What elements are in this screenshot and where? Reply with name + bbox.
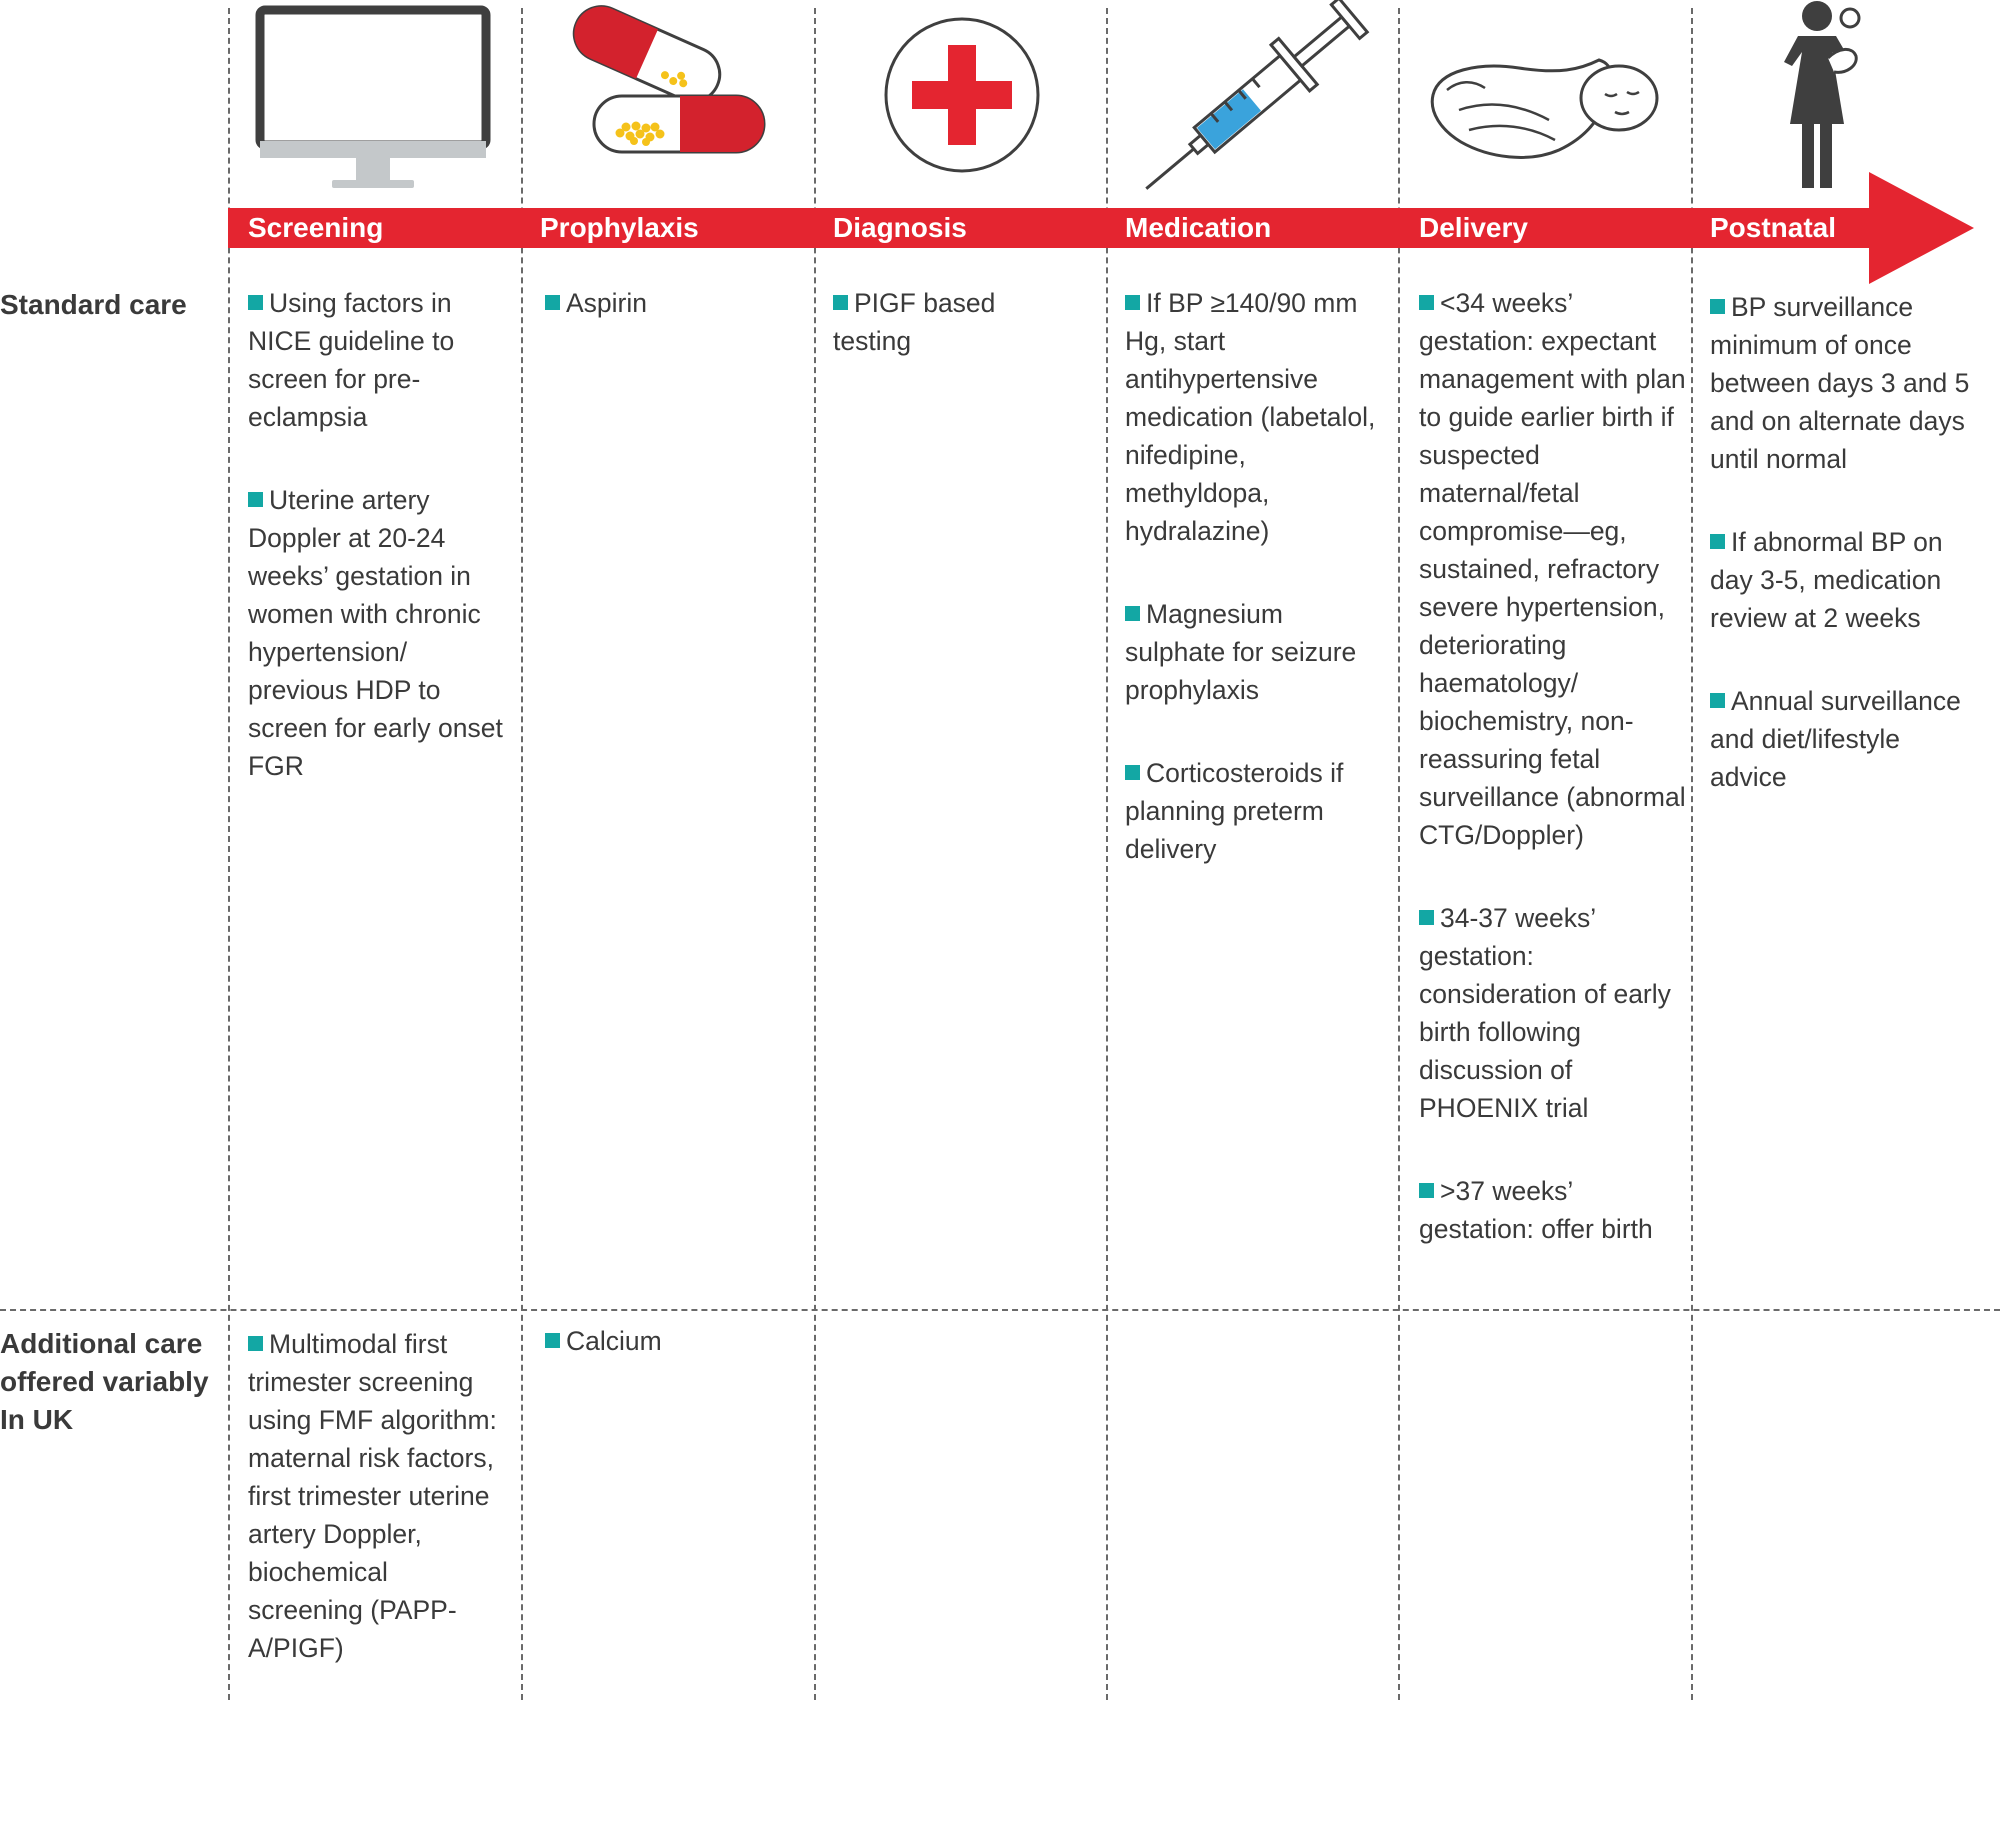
bullet-square-icon bbox=[1419, 1183, 1434, 1198]
list-item: Aspirin bbox=[545, 284, 803, 322]
phase-label-delivery: Delivery bbox=[1419, 212, 1528, 243]
bullet-square-icon bbox=[545, 1333, 560, 1348]
bullet-square-icon bbox=[248, 295, 263, 310]
list-item: <34 weeks’ gestation: expectant management with plan to guide earlier birth if suspected maternal/fetal compromise—eg, sustained, refractory severe hypertension, deteriorating haematology/ biochemistry, non-reassuring fetal surveillance (abnormal CTG/Doppler) bbox=[1419, 288, 1686, 850]
bullet-square-icon bbox=[1125, 295, 1140, 310]
cell-additional-screening bbox=[248, 1325, 510, 1667]
phase-label-medication: Medication bbox=[1125, 212, 1272, 243]
list-item: Multimodal first trimester screening using FMF algorithm: maternal risk factors, first trimester uterine artery Doppler, biochemical screening (PAPP-A/PIGF) bbox=[248, 1329, 497, 1663]
list-item: Calcium bbox=[545, 1322, 803, 1360]
bullet-square-icon bbox=[1710, 299, 1725, 314]
bullet-square-icon bbox=[248, 492, 263, 507]
row-label-additional-care: Additional care offered variably In UK bbox=[0, 1328, 209, 1435]
bullet-square-icon bbox=[1125, 765, 1140, 780]
list-item: >37 weeks’ gestation: offer birth bbox=[1419, 1176, 1653, 1244]
phase-label-screening: Screening bbox=[248, 212, 384, 243]
list-item: PIGF based testing bbox=[833, 288, 996, 356]
syringe-icon bbox=[1107, 0, 1397, 200]
list-item: Using factors in NICE guideline to screen for pre-eclampsia bbox=[248, 288, 455, 432]
medical-cross-icon bbox=[815, 0, 1105, 200]
list-item: Annual surveillance and diet/lifestyle advice bbox=[1710, 686, 1961, 792]
bullet-square-icon bbox=[1710, 534, 1725, 549]
cell-standard-medication bbox=[1125, 284, 1385, 868]
bullet-square-icon bbox=[248, 1336, 263, 1351]
row-label-standard-care: Standard care bbox=[0, 289, 187, 320]
mother-and-baby-icon bbox=[1692, 0, 1982, 200]
list-item: 34-37 weeks’ gestation: consideration of early birth following discussion of PHOENIX trial bbox=[1419, 903, 1671, 1123]
list-item: Uterine artery Doppler at 20-24 weeks’ gestation in women with chronic hypertension/ previous HDP to screen for early onset FGR bbox=[248, 485, 503, 781]
phase-label-diagnosis: Diagnosis bbox=[833, 212, 967, 243]
cell-standard-postnatal bbox=[1710, 288, 1970, 796]
capsule-icon bbox=[522, 0, 812, 200]
list-item: BP surveillance minimum of once between days 3 and 5 and on alternate days until normal bbox=[1710, 292, 1970, 474]
row-divider bbox=[0, 1309, 2000, 1311]
phase-label-postnatal: Postnatal bbox=[1710, 212, 1837, 243]
list-item: If abnormal BP on day 3-5, medication review at 2 weeks bbox=[1710, 527, 1943, 633]
cell-standard-diagnosis bbox=[833, 284, 1073, 360]
newborn-baby-icon bbox=[1399, 0, 1689, 200]
monitor-icon bbox=[230, 0, 520, 200]
cell-standard-delivery bbox=[1419, 284, 1687, 1248]
list-item: If BP ≥140/90 mm Hg, start antihypertensive medication (labetalol, nifedipine, methyldopa, hydralazine) bbox=[1125, 288, 1376, 546]
cell-standard-screening bbox=[248, 284, 506, 785]
bullet-square-icon bbox=[833, 295, 848, 310]
cell-additional-prophylaxis bbox=[545, 1322, 803, 1360]
bullet-square-icon bbox=[1419, 910, 1434, 925]
cell-standard-prophylaxis bbox=[545, 284, 803, 322]
list-item: Corticosteroids if planning preterm delivery bbox=[1125, 758, 1344, 864]
bullet-square-icon bbox=[1419, 295, 1434, 310]
list-item: Magnesium sulphate for seizure prophylaxis bbox=[1125, 599, 1357, 705]
bullet-square-icon bbox=[1125, 606, 1140, 621]
bullet-square-icon bbox=[545, 295, 560, 310]
bullet-square-icon bbox=[1710, 693, 1725, 708]
phase-label-prophylaxis: Prophylaxis bbox=[540, 212, 699, 243]
